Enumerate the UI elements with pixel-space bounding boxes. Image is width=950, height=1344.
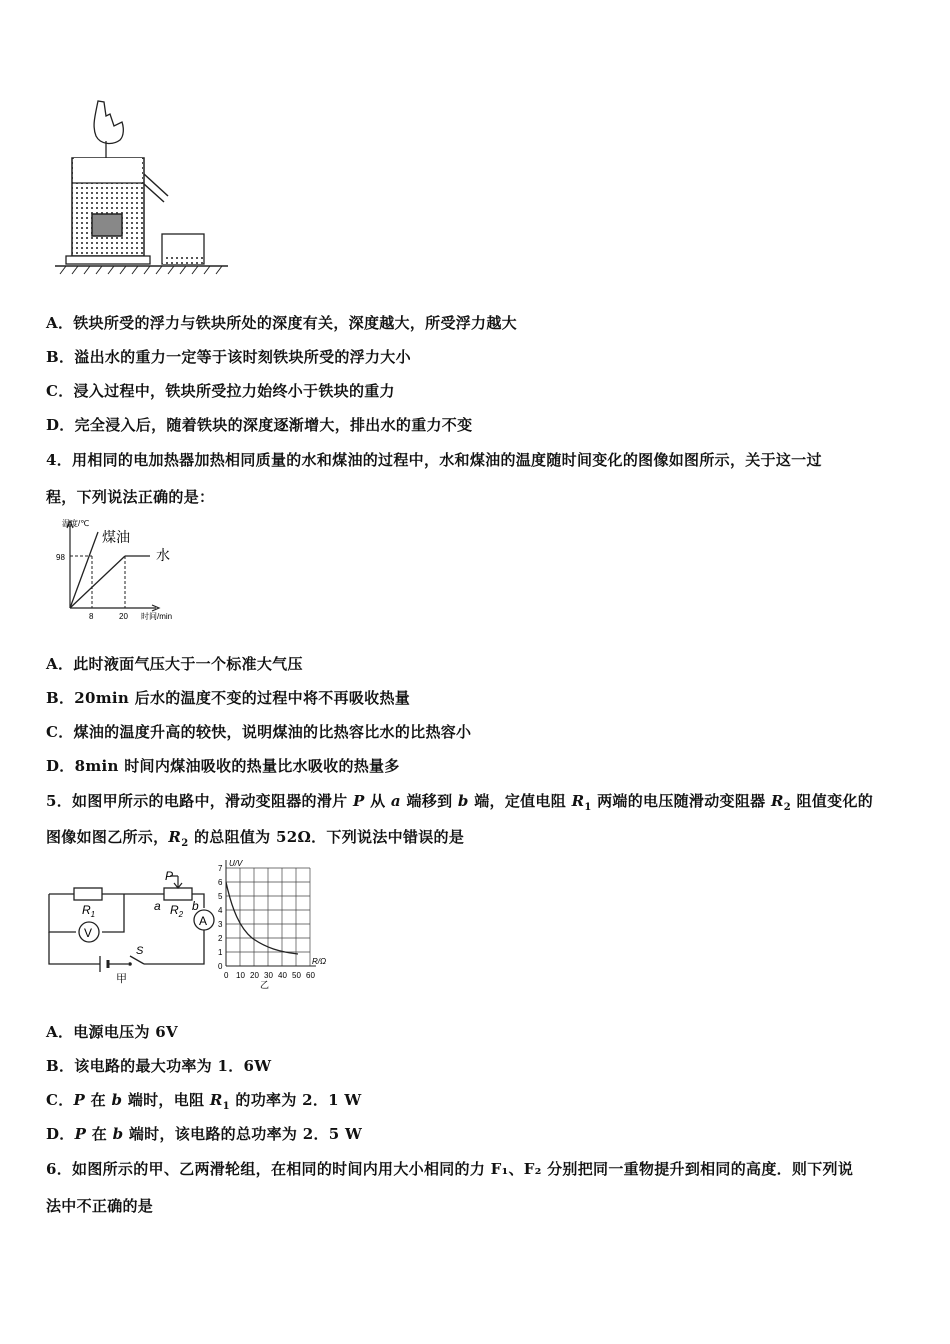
switch-s-label: S (136, 945, 144, 957)
q3-option-c[interactable]: C．浸入过程中，铁块所受拉力始终小于铁块的重力 (46, 382, 395, 400)
q3-option-a[interactable]: A．铁块所受的浮力与铁块所处的深度有关，深度越大，所受浮力越大 (46, 314, 517, 332)
r1-label: $R_1$ (82, 903, 96, 919)
q5-y-tick-0: 0 (218, 962, 223, 971)
q5-option-c[interactable]: C．P 在 b 端时，电阻 $R_1$ 的功率为 2．1 W (46, 1091, 362, 1112)
q3-option-d[interactable]: D．完全浸入后，随着铁块的深度逐渐增大，排出水的重力不变 (46, 416, 473, 434)
q5-y-tick-7: 7 (218, 864, 223, 873)
q5-y-tick-6: 6 (218, 878, 223, 887)
q4-kerosene-label: 煤油 (102, 529, 130, 545)
q5-circuit-diagram (44, 868, 219, 988)
terminal-a-label: a (154, 899, 161, 913)
q5-x-tick-20: 20 (250, 971, 259, 980)
voltmeter-symbol: V (84, 926, 93, 940)
q4-option-c[interactable]: C．煤油的温度升高的较快，说明煤油的比热容比水的比热容小 (46, 723, 472, 741)
q4-option-b[interactable]: B．20min 后水的温度不变的过程中将不再吸收热量 (46, 689, 411, 707)
q4-stem-line1: 4．用相同的电加热器加热相同质量的水和煤油的过程中，水和煤油的温度随时间变化的图像如图所示，关于这一过 (46, 451, 822, 469)
q4-stem-line2: 程，下列说法正确的是： (46, 488, 215, 506)
ammeter-symbol: A (199, 914, 208, 928)
q5-x-tick-60: 60 (306, 971, 315, 980)
q5-x-tick-50: 50 (292, 971, 301, 980)
q6-stem-line1: 6．如图所示的甲、乙两滑轮组，在相同的时间内用大小相同的力 F₁、F₂ 分别把同一重物提升到相同的高度．则下列说 (46, 1160, 854, 1178)
q5-option-d[interactable]: D．P 在 b 端时，该电路的总功率为 2．5 W (46, 1125, 363, 1143)
q5-x-axis-label: R/Ω (312, 957, 327, 966)
q5-option-b[interactable]: B．该电路的最大功率为 1．6W (46, 1057, 272, 1075)
terminal-b-label: b (192, 899, 199, 913)
q4-x-axis-label: 时间/min (141, 612, 173, 621)
q4-water-label: 水 (156, 547, 170, 563)
q5-option-a[interactable]: A．电源电压为 6V (46, 1023, 178, 1041)
q5-voltage-graph (212, 858, 337, 990)
q4-x-tick-20: 20 (119, 612, 128, 621)
figure-jia-label: 甲 (116, 973, 127, 985)
q5-y-tick-4: 4 (218, 906, 223, 915)
q5-stem-line2: 图像如图乙所示，$R_2$ 的总阻值为 52Ω．下列说法中错误的是 (46, 828, 465, 849)
q5-x-tick-30: 30 (264, 971, 273, 980)
q4-temperature-graph (46, 516, 196, 626)
q4-x-tick-8: 8 (89, 612, 94, 621)
q4-y-axis-label: 温度/℃ (62, 519, 90, 528)
r2-label: $R_2$ (170, 903, 184, 919)
q3-option-b[interactable]: B．溢出水的重力一定等于该时刻铁块所受的浮力大小 (46, 348, 411, 366)
q5-y-tick-2: 2 (218, 934, 223, 943)
slider-p-label: P (165, 869, 174, 883)
q5-y-axis-label: U/V (229, 859, 243, 868)
q4-option-a[interactable]: A．此时液面气压大于一个标准大气压 (46, 655, 303, 673)
q4-y-tick-98: 98 (56, 553, 65, 562)
q5-y-tick-5: 5 (218, 892, 223, 901)
q4-option-d[interactable]: D．8min 时间内煤油吸收的热量比水吸收的热量多 (46, 757, 400, 775)
q5-stem-line1: 5．如图甲所示的电路中，滑动变阻器的滑片 P 从 a 端移到 b 端，定值电阻 $R_1$ 两端的电压随滑动变阻器 $R_2$ 阻值变化的 (46, 792, 874, 813)
overflow-cup-figure (50, 96, 235, 276)
q5-y-tick-3: 3 (218, 920, 223, 929)
q5-x-tick-10: 10 (236, 971, 245, 980)
q5-y-tick-1: 1 (218, 948, 223, 957)
q6-stem-line2: 法中不正确的是 (46, 1197, 154, 1215)
q5-x-tick-40: 40 (278, 971, 287, 980)
figure-yi-label: 乙 (260, 980, 270, 990)
q5-x-tick-0: 0 (224, 971, 229, 980)
